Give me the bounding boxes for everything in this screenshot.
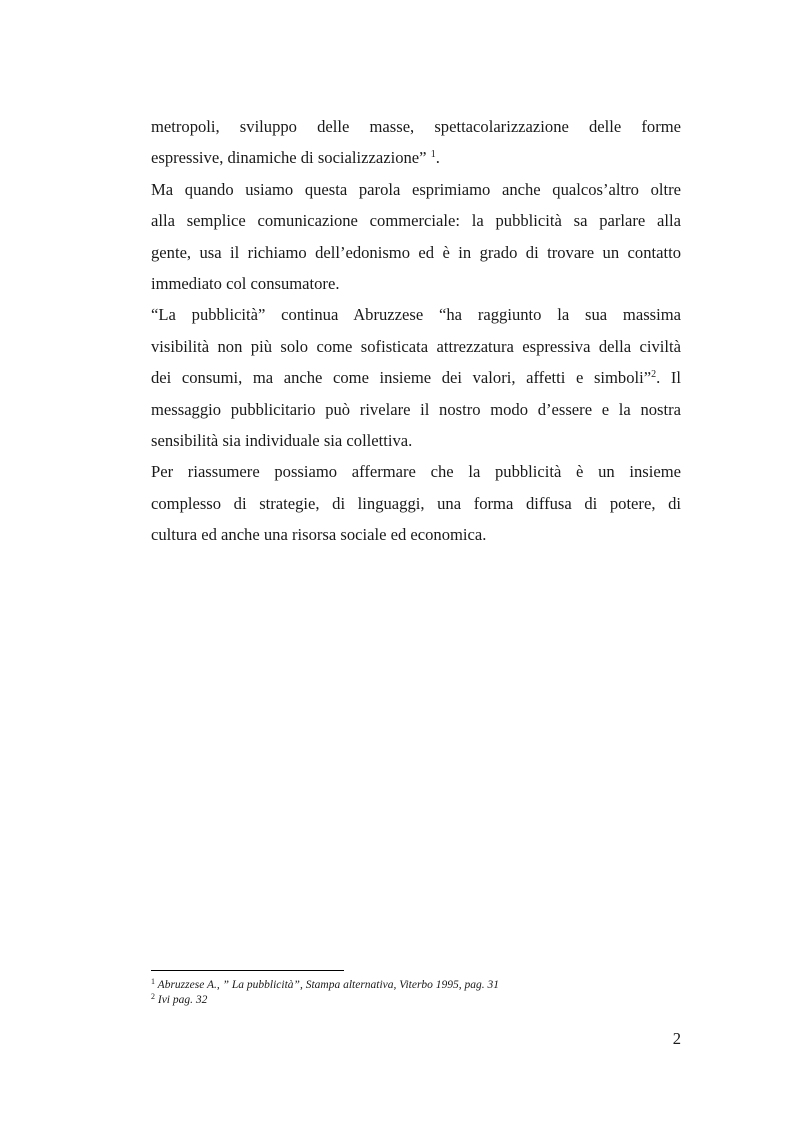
paragraph-line: sensibilità sia individuale sia collettiva. xyxy=(151,430,413,450)
paragraph-line: Per riassumere possiamo affermare che la pubblicità è un insieme xyxy=(151,462,681,482)
footnote-text: Abruzzese A., ” La pubblicità”, Stampa alternativa, Viterbo 1995, pag. 31 xyxy=(157,979,500,991)
paragraph-line: Ma quando usiamo questa parola esprimiamo anche qualcos’altro oltre xyxy=(151,179,681,199)
footnote-text: Ivi pag. 32 xyxy=(157,994,208,1006)
footnote-1 xyxy=(151,978,681,993)
paragraph-line: messaggio pubblicitario può rivelare il nostro modo d’essere e la nostra xyxy=(151,399,681,419)
paragraph-line xyxy=(151,142,681,173)
period: . xyxy=(435,148,440,168)
footnote-number: 1 xyxy=(151,977,155,986)
line-text: . Il xyxy=(656,368,681,388)
page-number: 2 xyxy=(672,1029,681,1048)
paragraph-line: complesso di strategie, di linguaggi, una forma diffusa di potere, di xyxy=(151,493,681,513)
footnote-2 xyxy=(151,993,681,1008)
line-text: dei consumi, ma anche come insieme dei valori, affetti e simboli” xyxy=(151,368,652,388)
line-text: espressive, dinamiche di socializzazione” xyxy=(151,148,427,168)
paragraph-line: visibilità non più solo come sofisticata attrezzatura espressiva della civiltà xyxy=(151,336,681,356)
footnote-ref-2: 2 xyxy=(651,369,657,381)
footnote-number: 2 xyxy=(151,992,155,1001)
footnotes xyxy=(151,978,681,1008)
paragraph-line: “La pubblicità” continua Abruzzese “ha raggiunto la sua massima xyxy=(151,305,681,325)
paragraph-line: cultura ed anche una risorsa sociale ed economica. xyxy=(151,525,487,545)
footnote-ref-1: 1 xyxy=(430,149,436,161)
paragraph-line: gente, usa il richiamo dell’edonismo ed è in grado di trovare un contatto xyxy=(151,242,681,262)
body-text xyxy=(151,111,681,550)
paragraph-line xyxy=(151,362,681,393)
paragraph-line: metropoli, sviluppo delle masse, spettacolarizzazione delle forme xyxy=(151,117,681,136)
paragraph-line: alla semplice comunicazione commerciale: la pubblicità sa parlare alla xyxy=(151,211,681,231)
footnote-separator xyxy=(151,970,344,971)
paragraph-line: immediato col consumatore. xyxy=(151,273,340,293)
